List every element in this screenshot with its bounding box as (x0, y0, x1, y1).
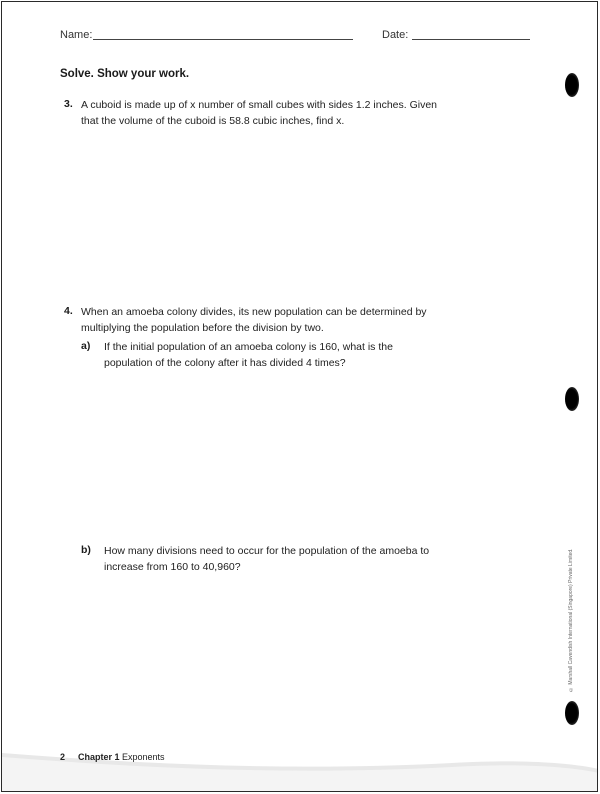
copyright-notice: © Marshall Cavendish International (Singapore) Private Limited. (568, 548, 574, 692)
chapter-title (78, 752, 165, 762)
question-4b-line-1: How many divisions need to occur for the population of the amoeba to (104, 545, 430, 557)
binder-hole-bottom-icon (565, 701, 579, 725)
question-4-line-2: multiplying the population before the division by two. (81, 322, 324, 334)
worksheet-page (1, 1, 598, 792)
question-3-line-1: A cuboid is made up of x number of small cubes with sides 1.2 inches. Given (81, 99, 438, 111)
question-4b-text (104, 543, 429, 575)
question-4-line-1: When an amoeba colony divides, its new population can be determined by (81, 306, 427, 318)
question-4a-line-2: population of the colony after it has divided 4 times? (104, 357, 346, 369)
question-4a-label: a) (81, 340, 91, 352)
question-4-text (81, 304, 427, 336)
question-4b-line-2: increase from 160 to 40,960? (104, 561, 241, 573)
question-4a-line-1: If the initial population of an amoeba colony is 160, what is the (104, 341, 393, 353)
name-label: Name: (60, 29, 93, 41)
question-3-text (81, 97, 437, 129)
question-3-line-2: that the volume of the cuboid is 58.8 cubic inches, find x. (81, 115, 345, 127)
question-4a-text (104, 339, 393, 371)
page-number: 2 (60, 752, 66, 762)
instruction-heading: Solve. Show your work. (60, 68, 190, 80)
binder-hole-middle-icon (565, 387, 579, 411)
date-field-line[interactable] (412, 39, 530, 40)
date-label: Date: (382, 29, 409, 41)
binder-hole-top-icon (565, 73, 579, 97)
question-4b-label: b) (81, 544, 91, 556)
question-4-number: 4. (64, 305, 73, 317)
footer-wave-decoration (2, 741, 598, 791)
name-field-line[interactable] (93, 39, 353, 40)
question-3-number: 3. (64, 98, 73, 110)
chapter-number: Chapter 1 (78, 752, 120, 762)
chapter-name: Exponents (122, 752, 165, 762)
